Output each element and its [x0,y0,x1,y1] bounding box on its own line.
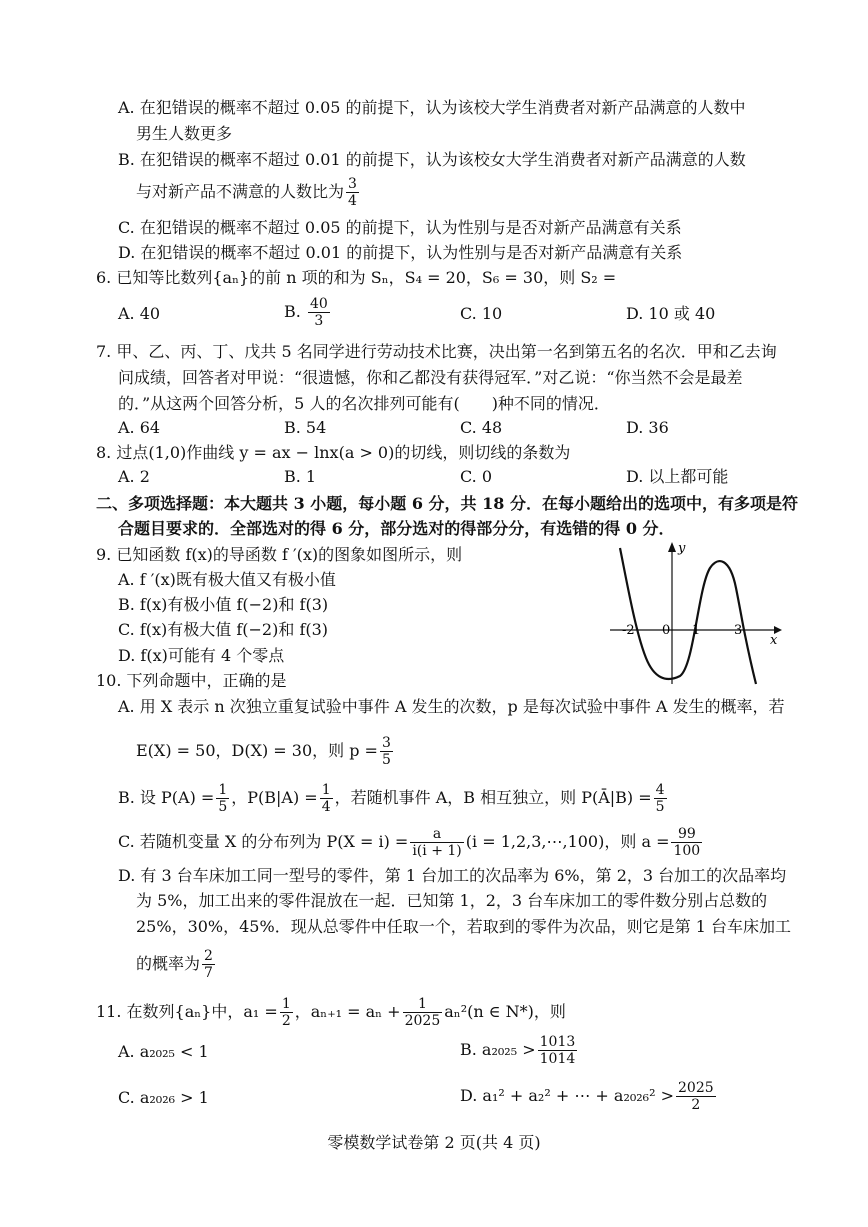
q10-option-c [118,826,704,859]
q10-option-c-text2: (i = 1,2,3,⋯,100)，则 a = [465,832,670,851]
fraction [538,1034,578,1067]
q10-option-b [118,782,669,815]
q7-option-b: B. 54 [284,418,327,437]
q5-option-b-line2 [136,176,361,209]
q10-option-d-line4 [136,948,217,981]
q10-option-b-text2: ，P(B|A) = [231,788,318,807]
q5-option-d: D. 在犯错误的概率不超过 0.01 的前提下，认为性别与是否对新产品满意有关系 [118,243,683,262]
q5-option-b-line1: B. 在犯错误的概率不超过 0.01 的前提下，认为该校女大学生消费者对新产品满意的人数 [118,150,746,169]
q9-option-a: A. f ′(x)既有极大值又有极小值 [118,570,336,589]
fraction [671,826,702,859]
derivative-curve [620,548,756,684]
denominator: 2 [281,1013,291,1029]
numerator: 99 [671,826,702,843]
q6-option-c: C. 10 [460,304,503,323]
q11-stem-text2: ，aₙ₊₁ = aₙ + [294,1002,401,1021]
denominator: 2025 [404,1013,441,1029]
fraction [280,996,293,1029]
q10-option-a-line1: A. 用 X 表示 n 次独立重复试验中事件 A 发生的次数，p 是每次试验中事件 A 发生的概率，若 [118,697,785,716]
q6-option-a: A. 40 [118,304,161,323]
fraction [320,782,333,815]
q11-stem-text1: 11. 在数列{aₙ}中，a₁ = [96,1002,278,1021]
q10-option-c-text1: C. 若随机变量 X 的分布列为 P(X = i) = [118,832,409,851]
fraction [403,996,443,1029]
fraction [308,296,330,329]
denominator: 4 [348,193,357,209]
numerator: 3 [348,176,357,192]
fraction [202,948,215,981]
q9-stem: 9. 已知函数 f(x)的导函数 f ′(x)的图象如图所示，则 [96,545,463,564]
numerator: 3 [381,735,391,751]
fraction [346,176,359,209]
numerator: 4 [655,782,665,798]
q11-option-b-text: B. a₂₀₂₅ > [460,1040,536,1059]
q10-option-b-text1: B. 设 P(A) = [118,788,215,807]
q9-option-c: C. f(x)有极大值 f(−2)和 f(3) [118,620,329,639]
numerator: 1 [218,782,228,798]
denominator: 7 [204,965,213,981]
y-axis-label: y [678,541,686,556]
denominator: 4 [321,799,331,815]
q6-option-b [284,296,332,329]
section-2-heading-line2: 合题目要求的．全部选对的得 6 分，部分选对的得部分分，有选错的得 0 分． [118,519,675,538]
denominator: 5 [655,799,665,815]
q7-option-a: A. 64 [118,418,161,437]
q8-stem: 8. 过点(1,0)作曲线 y = ax − lnx(a > 0)的切线，则切线的条数为 [96,443,571,462]
q11-option-d-text: D. a₁² + a₂² + ⋯ + a₂₀₂₆² > [460,1086,674,1105]
x-axis-label: x [770,633,778,648]
q5-option-a-line2: 男生人数更多 [136,124,233,143]
q8-option-a: A. 2 [118,467,150,486]
denominator: 5 [218,799,228,815]
q11-stem [96,996,566,1029]
derivative-graph [606,538,782,688]
denominator: 1014 [539,1051,576,1067]
denominator: i(i + 1) [412,843,462,859]
denominator: 2 [691,1097,701,1113]
denominator: 5 [381,752,391,768]
denominator: 3 [314,313,324,329]
q10-option-d-text: 的概率为 [136,954,201,973]
q10-option-d-line3: 25%，30%，45%．现从总零件中任取一个，若取到的零件为次品，则它是第 1 台车床加工 [136,917,792,936]
numerator: 1 [321,782,331,798]
option-label: B. [284,302,301,321]
tick-label: 3 [734,623,743,638]
q9-option-b: B. f(x)有极小值 f(−2)和 f(3) [118,595,329,614]
q11-option-b [460,1034,579,1067]
tick-label: 0 [662,623,671,638]
q10-option-b-text3: ，若随机事件 A，B 相互独立，则 P(Ā|B) = [334,788,652,807]
q6-stem: 6. 已知等比数列{aₙ}的前 n 项的和为 Sₙ，S₄ = 20，S₆ = 30，则 S₂ = [96,268,617,287]
q6-option-d: D. 10 或 40 [626,304,716,323]
page-footer: 零模数学试卷第 2 页(共 4 页) [327,1133,541,1152]
q9-option-d: D. f(x)可能有 4 个零点 [118,646,285,665]
fraction [410,826,463,859]
q10-option-d-line1: D. 有 3 台车床加工同一型号的零件，第 1 台加工的次品率为 6%，第 2，3 台加工的次品率均 [118,866,787,885]
q10-option-d-line2: 为 5%，加工出来的零件混放在一起．已知第 1，2，3 台车床加工的零件数分别占总数的 [136,891,768,910]
section-2-heading-line1: 二、多项选择题：本大题共 3 小题，每小题 6 分，共 18 分．在每小题给出的选项中，有多项是符 [96,494,798,513]
numerator: a [410,826,463,843]
fraction [654,782,667,815]
q8-option-c: C. 0 [460,467,493,486]
q10-option-a-line2 [136,735,395,768]
q10-stem: 10. 下列命题中，正确的是 [96,671,287,690]
numerator: 1 [403,996,443,1013]
q8-option-d: D. 以上都可能 [626,467,729,486]
numerator: 1013 [539,1034,576,1050]
q5-option-a-line1: A. 在犯错误的概率不超过 0.05 的前提下，认为该校大学生消费者对新产品满意的人数中 [118,98,746,117]
q10-option-a-text: E(X) = 50，D(X) = 30，则 p = [136,741,378,760]
numerator: 1 [281,996,291,1012]
q7-line1: 7. 甲、乙、丙、丁、戊共 5 名同学进行劳动技术比赛，决出第一名到第五名的名次．甲和乙去询 [96,342,777,361]
numerator: 2 [204,948,213,964]
q7-line3: 的．”从这两个回答分析，5 人的名次排列可能有( )种不同的情况． [118,394,610,413]
fraction [216,782,229,815]
q8-option-b: B. 1 [284,467,317,486]
y-axis-arrow [668,542,676,552]
numerator: 40 [309,296,328,312]
denominator: 100 [673,843,701,859]
q7-line2: 问成绩，回答者对甲说：“很遗憾，你和乙都没有获得冠军．”对乙说：“你当然不会是最差 [118,368,743,387]
q11-option-a: A. a₂₀₂₅ < 1 [118,1042,209,1061]
numerator: 2025 [678,1080,714,1096]
tick-label: -2 [622,623,635,638]
q11-option-d [460,1080,718,1113]
q5-option-c: C. 在犯错误的概率不超过 0.05 的前提下，认为性别与是否对新产品满意有关系 [118,218,682,237]
q7-option-d: D. 36 [626,418,669,437]
q7-option-c: C. 48 [460,418,503,437]
fraction [380,735,393,768]
q11-stem-text3: aₙ²(n ∈ N*)，则 [444,1002,566,1021]
q11-option-c: C. a₂₀₂₆ > 1 [118,1088,209,1107]
q5-option-b-text: 与对新产品不满意的人数比为 [136,182,345,201]
fraction [676,1080,716,1113]
tick-label: 1 [692,623,701,638]
